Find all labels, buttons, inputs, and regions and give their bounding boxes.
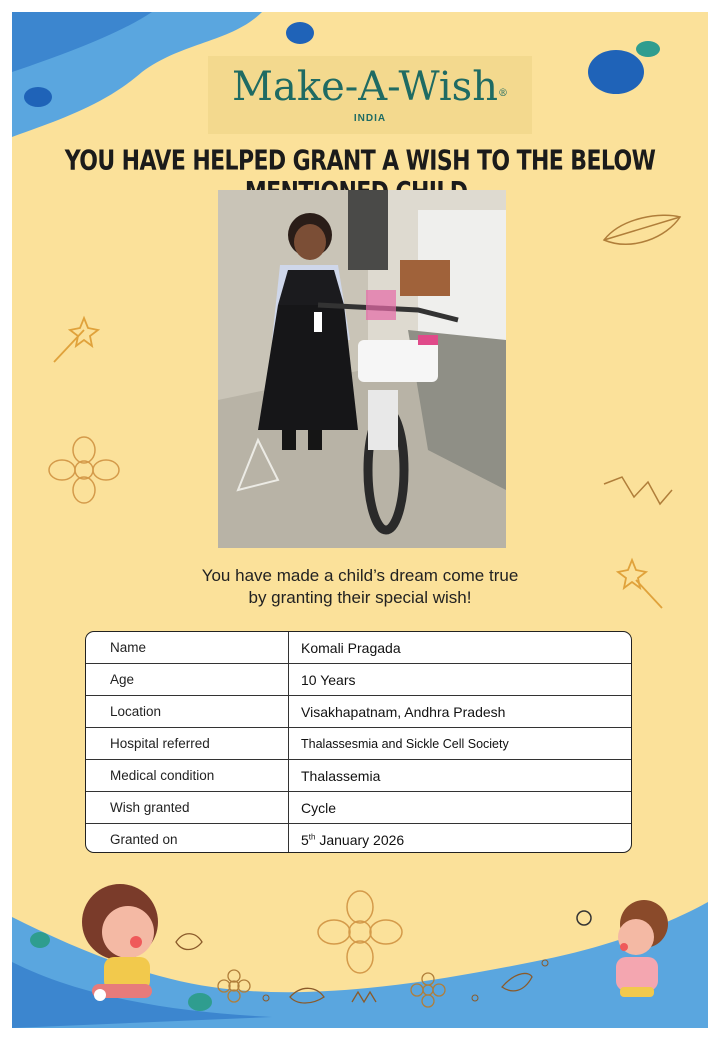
- detail-label: Location: [86, 696, 289, 727]
- detail-row-age: [86, 664, 631, 696]
- detail-value: Thalassesmia and Sickle Cell Society: [301, 736, 509, 751]
- detail-value: Thalassemia: [301, 767, 381, 784]
- detail-row-medical-condition: [86, 760, 631, 792]
- dream-message-line1: You have made a child’s dream come true: [201, 566, 519, 585]
- detail-row-wish-granted: [86, 792, 631, 824]
- detail-row-granted-on: [86, 824, 631, 853]
- detail-label: Age: [86, 664, 289, 695]
- granted-day: 5: [301, 831, 309, 848]
- detail-row-location: [86, 696, 631, 728]
- logo-country: INDIA: [353, 113, 387, 124]
- detail-value: Cycle: [301, 799, 337, 816]
- magic-wand-doodle-icon: [54, 318, 98, 362]
- wish-details-table: [85, 631, 632, 853]
- detail-value: [289, 832, 404, 848]
- detail-label: Hospital referred: [86, 728, 289, 759]
- detail-label: Granted on: [86, 824, 289, 853]
- detail-value: Visakhapatnam, Andhra Pradesh: [301, 703, 506, 720]
- detail-label: Wish granted: [86, 792, 289, 823]
- zigzag-doodle-icon: [604, 477, 672, 504]
- trademark-symbol: ®: [497, 88, 508, 99]
- make-a-wish-logo: [208, 56, 532, 134]
- detail-row-hospital: [86, 728, 631, 760]
- flower-bottom-doodle-icon: [318, 891, 402, 973]
- dream-message: [12, 565, 708, 609]
- granted-ordinal: th: [308, 831, 316, 841]
- detail-label: Name: [86, 632, 289, 663]
- child-with-bicycle-photo: [218, 190, 506, 548]
- granted-month-year: January 2026: [315, 831, 405, 848]
- headline: YOU HAVE HELPED GRANT A WISH TO THE BELOW: [64, 145, 656, 177]
- leaf-doodle-icon: [604, 215, 680, 244]
- detail-value: Komali Pragada: [301, 639, 401, 656]
- logo-brand-text: Make-A-Wish: [232, 64, 498, 110]
- flower-doodle-icon: [49, 437, 119, 503]
- certificate-page: [12, 12, 708, 1028]
- dream-message-line2: by granting their special wish!: [248, 588, 472, 607]
- detail-label: Medical condition: [86, 760, 289, 791]
- detail-value: 10 Years: [301, 671, 356, 688]
- detail-row-name: [86, 632, 631, 664]
